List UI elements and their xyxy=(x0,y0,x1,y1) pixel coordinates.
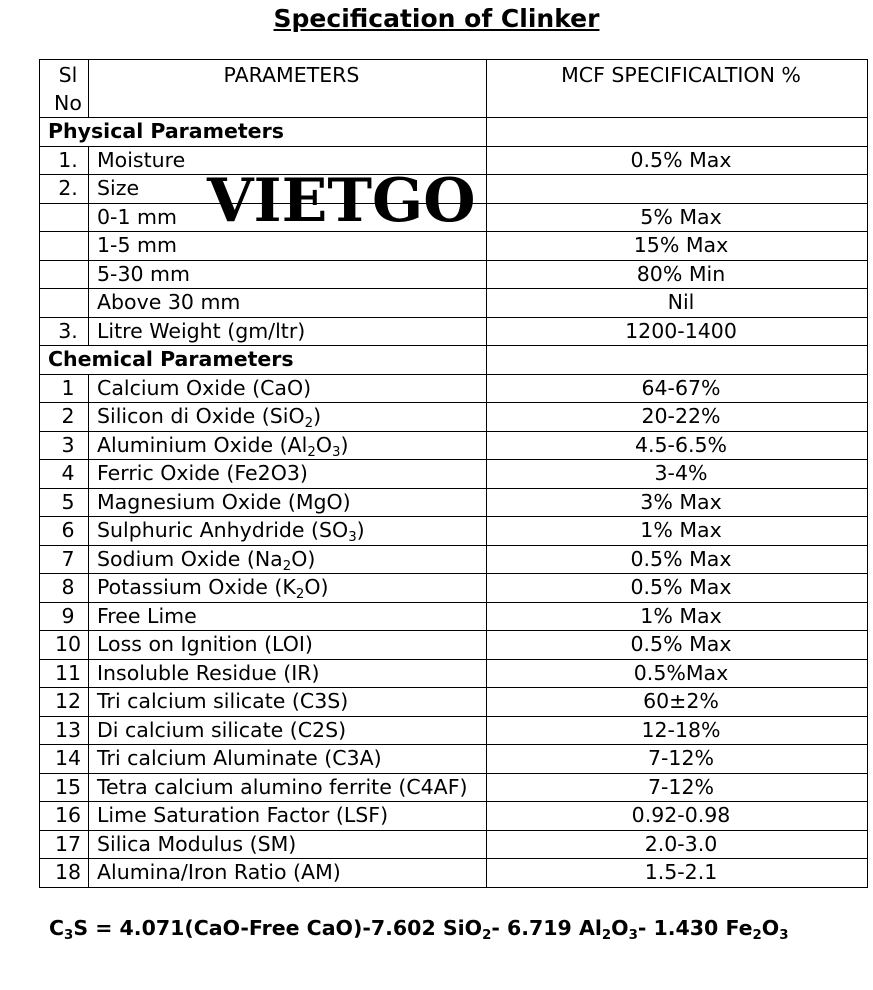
header-sl-no xyxy=(40,60,89,118)
parameter-name: Silica Modulus (SM) xyxy=(97,831,297,856)
table-row xyxy=(40,859,868,888)
table-row xyxy=(40,688,868,717)
table-row xyxy=(40,203,868,232)
parameter-name: Ferric Oxide (Fe2O3) xyxy=(97,461,308,486)
header-parameters: PARAMETERS xyxy=(89,60,487,118)
parameter-name: Magnesium Oxide (MgO) xyxy=(97,489,351,514)
table-row xyxy=(40,175,868,204)
spec-value-cell: 1200-1400 xyxy=(487,317,868,346)
spec-value-cell: 0.5%Max xyxy=(487,659,868,688)
sl-cell: 16 xyxy=(40,802,89,831)
parameter-name: Tri calcium Aluminate (C3A) xyxy=(97,746,382,771)
table-row xyxy=(40,146,868,175)
parameter-cell xyxy=(89,289,487,318)
sl-cell: 2 xyxy=(40,403,89,432)
sl-cell: 13 xyxy=(40,716,89,745)
table-row xyxy=(40,802,868,831)
parameter-cell xyxy=(89,773,487,802)
table-row xyxy=(40,488,868,517)
parameter-mid: O xyxy=(315,432,332,457)
parameter-cell xyxy=(89,431,487,460)
parameter-tail: ) xyxy=(356,518,365,543)
parameter-tail: O) xyxy=(304,575,329,600)
parameter-name: Aluminium Oxide (Al xyxy=(97,432,308,457)
formula-sub: 3 xyxy=(779,928,789,943)
parameter-name: Silicon di Oxide (SiO xyxy=(97,404,305,429)
parameter-cell xyxy=(89,232,487,261)
sl-cell xyxy=(40,232,89,261)
spec-value-cell: 7-12% xyxy=(487,745,868,774)
spec-value-cell: 20-22% xyxy=(487,403,868,432)
spec-value-cell: 1% Max xyxy=(487,602,868,631)
parameter-name: Size xyxy=(97,176,140,201)
spec-value-cell: 0.5% Max xyxy=(487,574,868,603)
parameter-cell xyxy=(89,688,487,717)
parameter-name: Loss on Ignition (LOI) xyxy=(97,632,313,657)
table-row xyxy=(40,374,868,403)
parameter-sub: 3 xyxy=(348,530,357,545)
parameter-name: Moisture xyxy=(97,147,186,172)
formula-sub: 3 xyxy=(64,928,74,943)
sl-cell xyxy=(40,289,89,318)
parameter-sub: 2 xyxy=(282,558,292,574)
parameter-cell xyxy=(89,631,487,660)
parameter-name: Sulphuric Anhydride (SO xyxy=(97,518,349,543)
parameter-sub: 2 xyxy=(295,587,305,602)
parameter-cell xyxy=(89,859,487,888)
parameter-cell xyxy=(89,830,487,859)
sl-cell: 18 xyxy=(40,859,89,888)
sl-cell: 3. xyxy=(40,317,89,346)
parameter-cell xyxy=(89,488,487,517)
parameter-cell xyxy=(89,203,487,232)
parameter-name: Lime Saturation Factor (LSF) xyxy=(97,803,389,828)
sl-cell: 10 xyxy=(40,631,89,660)
parameter-name: Insoluble Residue (IR) xyxy=(97,660,320,685)
parameter-name: Di calcium silicate (C2S) xyxy=(97,717,347,742)
sl-cell: 15 xyxy=(40,773,89,802)
formula-part: O xyxy=(611,916,629,940)
spec-value-cell: 64-67% xyxy=(487,374,868,403)
table-row xyxy=(40,631,868,660)
parameter-sub: 3 xyxy=(332,444,341,460)
table-row xyxy=(40,745,868,774)
section-heading: Physical Parameters xyxy=(40,118,487,147)
spec-value-cell: 80% Min xyxy=(487,260,868,289)
table-row xyxy=(40,602,868,631)
parameter-name: Alumina/Iron Ratio (AM) xyxy=(97,860,341,885)
formula-part: C xyxy=(49,916,65,940)
sl-cell xyxy=(40,203,89,232)
c3s-formula xyxy=(49,916,789,943)
parameter-name: 1-5 mm xyxy=(97,233,177,258)
table-row xyxy=(40,545,868,574)
formula-sub: 2 xyxy=(752,928,762,943)
spec-value-cell: 2.0-3.0 xyxy=(487,830,868,859)
parameter-name: Above 30 mm xyxy=(97,290,241,315)
table-header-row xyxy=(40,60,868,118)
sl-cell: 2. xyxy=(40,175,89,204)
spec-value-cell: 4.5-6.5% xyxy=(487,431,868,460)
sl-cell: 1. xyxy=(40,146,89,175)
parameter-name: 5-30 mm xyxy=(97,261,190,286)
sl-cell: 4 xyxy=(40,460,89,489)
section-empty-cell xyxy=(487,346,868,375)
parameter-cell xyxy=(89,659,487,688)
spec-value-cell: 3-4% xyxy=(487,460,868,489)
parameter-sub: 2 xyxy=(304,416,314,431)
sl-cell: 5 xyxy=(40,488,89,517)
sl-cell: 1 xyxy=(40,374,89,403)
spec-value-cell: 5% Max xyxy=(487,203,868,232)
table-row xyxy=(40,260,868,289)
formula-sub: 2 xyxy=(482,928,492,943)
parameter-cell xyxy=(89,260,487,289)
sl-cell: 3 xyxy=(40,431,89,460)
parameter-name: 0-1 mm xyxy=(97,204,177,229)
sl-cell: 11 xyxy=(40,659,89,688)
parameter-cell xyxy=(89,545,487,574)
parameter-tail: ) xyxy=(313,404,322,429)
sl-cell: 8 xyxy=(40,574,89,603)
parameter-sub: 2 xyxy=(307,444,316,460)
parameter-name: Potassium Oxide (K xyxy=(97,575,296,600)
spec-value-cell: 15% Max xyxy=(487,232,868,261)
parameter-name: Litre Weight (gm/ltr) xyxy=(97,318,306,343)
table-row xyxy=(40,460,868,489)
table-row xyxy=(40,289,868,318)
parameter-cell xyxy=(89,146,487,175)
table-row xyxy=(40,317,868,346)
spec-value-cell: 0.92-0.98 xyxy=(487,802,868,831)
parameter-cell xyxy=(89,175,487,204)
table-row xyxy=(40,716,868,745)
section-row xyxy=(40,346,868,375)
spec-value-cell: 1.5-2.1 xyxy=(487,859,868,888)
section-heading: Chemical Parameters xyxy=(40,346,487,375)
parameter-cell xyxy=(89,602,487,631)
parameter-cell xyxy=(89,517,487,546)
spec-value-cell: 3% Max xyxy=(487,488,868,517)
sl-cell: 17 xyxy=(40,830,89,859)
table-row xyxy=(40,431,868,460)
spec-value-cell xyxy=(487,175,868,204)
parameter-name: Sodium Oxide (Na xyxy=(97,546,283,571)
parameter-cell xyxy=(89,574,487,603)
parameter-cell xyxy=(89,802,487,831)
parameter-name: Calcium Oxide (CaO) xyxy=(97,375,312,400)
table-row xyxy=(40,517,868,546)
table-row xyxy=(40,232,868,261)
parameter-name: Free Lime xyxy=(97,603,197,628)
parameter-tail: O) xyxy=(291,546,316,571)
spec-value-cell: 1% Max xyxy=(487,517,868,546)
table-row xyxy=(40,773,868,802)
parameter-name: Tetra calcium alumino ferrite (C4AF) xyxy=(97,774,468,799)
formula-sub: 3 xyxy=(628,928,638,943)
spec-table xyxy=(39,59,868,888)
spec-value-cell: 0.5% Max xyxy=(487,146,868,175)
formula-sub: 2 xyxy=(601,928,612,943)
table-row xyxy=(40,659,868,688)
sl-cell: 6 xyxy=(40,517,89,546)
page-title: Specification of Clinker xyxy=(273,4,600,33)
parameter-cell xyxy=(89,317,487,346)
sl-cell: 9 xyxy=(40,602,89,631)
spec-value-cell: Nil xyxy=(487,289,868,318)
spec-value-cell: 0.5% Max xyxy=(487,631,868,660)
section-row xyxy=(40,118,868,147)
table-row xyxy=(40,574,868,603)
watermark-logo: VIETGO xyxy=(207,166,476,236)
parameter-cell xyxy=(89,745,487,774)
spec-value-cell: 0.5% Max xyxy=(487,545,868,574)
spec-value-cell: 12-18% xyxy=(487,716,868,745)
formula-part: - 1.430 Fe xyxy=(637,916,753,940)
header-sl: Sl xyxy=(58,63,78,87)
formula-part: S = 4.071(CaO-Free CaO)-7.602 SiO xyxy=(73,916,483,940)
table-row xyxy=(40,830,868,859)
table-row xyxy=(40,403,868,432)
header-mcf-specification: MCF SPECIFICALTION % xyxy=(487,60,868,118)
parameter-cell xyxy=(89,716,487,745)
sl-cell: 7 xyxy=(40,545,89,574)
parameter-cell xyxy=(89,460,487,489)
parameter-cell xyxy=(89,403,487,432)
parameter-cell xyxy=(89,374,487,403)
parameter-name: Tri calcium silicate (C3S) xyxy=(97,689,349,714)
header-no: No xyxy=(54,91,82,115)
sl-cell: 14 xyxy=(40,745,89,774)
spec-value-cell: 60±2% xyxy=(487,688,868,717)
formula-part: - 6.719 Al xyxy=(491,916,602,940)
sl-cell xyxy=(40,260,89,289)
parameter-tail: ) xyxy=(340,432,349,457)
section-empty-cell xyxy=(487,118,868,147)
spec-value-cell: 7-12% xyxy=(487,773,868,802)
sl-cell: 12 xyxy=(40,688,89,717)
formula-part: O xyxy=(761,916,780,940)
